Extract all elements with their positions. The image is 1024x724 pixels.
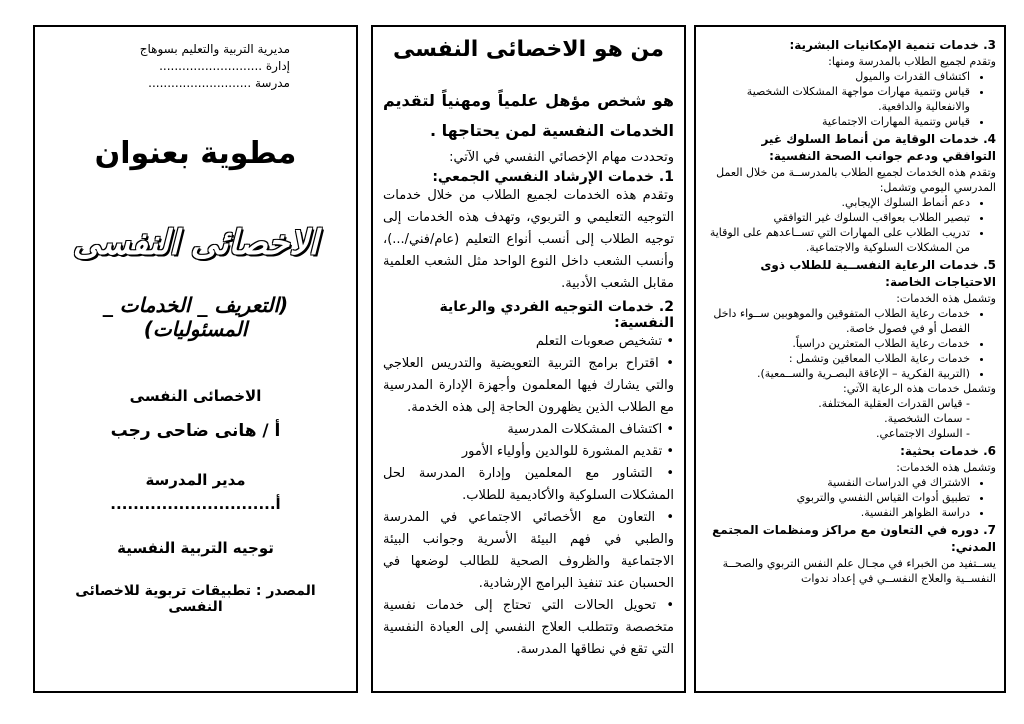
list-item: • دراسة الظواهر النفسية. — [704, 505, 970, 520]
list-item: • تدريب الطلاب على المهارات التي تســاعدهم على الوقاية من المشكلات السلوكية والاجتماعية. — [704, 225, 970, 255]
section-5-list-2 — [704, 396, 996, 441]
list-item: • خدمات رعاية الطلاب المعاقين وتشمل : — [704, 351, 970, 366]
header-line-school: مدرسة ........................... — [148, 76, 290, 90]
list-item: • التعاون مع الأخصائي الاجتماعي في المدرسة والطبي في فهم البيئة الأسرية وجوانب البيئة الاجتماعية والظروف الصحية للطالب لوضعها في الحسبان عند تنفيذ البرامج الإرشادية. — [383, 507, 674, 595]
section-2-list — [383, 331, 674, 661]
cover-author: أ / هانى ضاحى رجب — [110, 421, 281, 441]
list-item: • تبصير الطلاب بعواقب السلوك غير التوافقي — [704, 210, 970, 225]
principal-label: مدير المدرسة — [145, 471, 246, 489]
section-5-list — [704, 306, 996, 381]
list-item: • خدمات رعاية الطلاب المتفوقين والموهوبين ســواء داخل الفصل أو في فصول خاصة. — [704, 306, 970, 336]
list-item: • تطبيق أدوات القياس النفسي والتربوي — [704, 490, 970, 505]
middle-title: من هو الاخصائى النفسى — [393, 37, 664, 62]
list-item: • دعم أنماط السلوك الإيجابي. — [704, 195, 970, 210]
cover-source: المصدر : تطبيقات تربوية للاخصائى النفسى — [75, 583, 316, 615]
list-item: • خدمات رعاية الطلاب المتعثرين دراسياً. — [704, 336, 970, 351]
tasks-intro: وتحددت مهام الإخصائي النفسي في الآتي: — [449, 150, 674, 165]
definition: هو شخص مؤهل علمياً ومهنياً لتقديم الخدمات النفسية لمن يحتاجها . — [383, 91, 674, 140]
cover-title: الاخصائى النفسى — [72, 223, 319, 263]
section-1-title: 1. خدمات الإرشاد النفسي الجمعي: — [432, 169, 674, 185]
list-item: - سمات الشخصية. — [704, 411, 970, 426]
section-5-intro-2: وتشمل خدمات هذه الرعاية الآتي: — [843, 382, 996, 395]
section-2-title: 2. خدمات التوجيه الفردي والرعاية النفسية: — [439, 299, 674, 331]
list-item: • (التربية الفكرية – الإعاقة البصـرية والســمعية). — [704, 366, 970, 381]
middle-panel — [371, 25, 686, 693]
list-item: • التشاور مع المعلمين وإدارة المدرسة لحل المشكلات السلوكية والأكاديمية للطلاب. — [383, 463, 674, 507]
section-1-text: وتقدم هذه الخدمات لجميع الطلاب من خلال خدمات التوجيه التعليمي و التربوي، وتهدف هذه الخدمات إلى توجيه الطلاب إلى أنسب أنواع التعليم (عام/فني/...)، وأنسب الشعب داخل النوع الواحد مثل الشعب العلمية مقابل الشعب الأدبية. — [383, 188, 674, 291]
cover-department: توجيه التربية النفسية — [117, 539, 274, 557]
section-7-title: 7. دوره في التعاون مع مراكز ومنظمات المجتمع المدني: — [712, 523, 996, 554]
section-6-intro: وتشمل هذه الخدمات: — [896, 461, 996, 474]
list-item: • الاشتراك في الدراسات النفسية — [704, 475, 970, 490]
list-item: • اكتشاف القدرات والميول — [704, 69, 970, 84]
section-4-title: 4. خدمات الوقاية من أنماط السلوك غير التوافقي ودعم جوانب الصحة النفسية: — [761, 132, 996, 163]
section-3-title: 3. خدمات تنمية الإمكانيات البشرية: — [789, 38, 996, 52]
list-item: • اكتشاف المشكلات المدرسية — [383, 419, 674, 441]
list-item: • تحويل الحالات التي تحتاج إلى خدمات نفسية متخصصة وتتطلب العلاج النفسي إلى العيادة النفسية التي تقع في نطاقها المدرسة. — [383, 595, 674, 661]
list-item: - قياس القدرات العقلية المختلفة. — [704, 396, 970, 411]
cover-panel — [33, 25, 358, 693]
right-panel — [694, 25, 1006, 693]
cover-role: الاخصائى النفسى — [129, 387, 262, 405]
list-item: • تقديم المشورة للوالدين وأولياء الأمور — [383, 441, 674, 463]
section-3-list — [704, 69, 996, 129]
section-5-intro: وتشمل هذه الخدمات: — [896, 292, 996, 305]
section-6-title: 6. خدمات بحثية: — [900, 444, 996, 458]
section-4-list — [704, 195, 996, 255]
section-5-title: 5. خدمات الرعاية النفســية للطلاب ذوى الاحتياجات الخاصة: — [760, 258, 996, 289]
list-item: • اقتراح برامج التربية التعويضية والتدريس العلاجي والتي يشارك فيها المعلمون وأجهزة الإدارة المدرسية مع الطلاب الذين يظهرون الحاجة إلى هذه الخدمة. — [383, 353, 674, 419]
header-line-directorate: مديرية التربية والتعليم بسوهاج — [139, 42, 290, 56]
principal-name: أ............................. — [110, 495, 281, 513]
section-7-text: يســتفيد من الخبراء في مجـال علم النفس التربوي والصحــة النفســية والعلاج النفســي في إعداد ندوات — [722, 557, 996, 585]
cover-tags: (التعريف _ الخدمات _ المسئوليات) — [102, 293, 289, 341]
cover-header — [49, 41, 342, 92]
list-item: • قياس وتنمية مهارات مواجهة المشكلات الشخصية والانفعالية والدافعية. — [704, 84, 970, 114]
section-4-intro: وتقدم هذه الخدمات لجميع الطلاب بالمدرســة من خلال العمل المدرسي اليومي وتشمل: — [716, 166, 996, 194]
section-3-intro: وتقدم لجميع الطلاب بالمدرسة ومنها: — [828, 55, 996, 68]
list-item: • تشخيص صعوبات التعلم — [383, 331, 674, 353]
list-item: • قياس وتنمية المهارات الاجتماعية — [704, 114, 970, 129]
section-6-list — [704, 475, 996, 520]
header-line-administration: إدارة ........................... — [159, 59, 290, 73]
cover-subtitle: مطوية بعنوان — [94, 136, 297, 171]
list-item: - السلوك الاجتماعي. — [704, 426, 970, 441]
